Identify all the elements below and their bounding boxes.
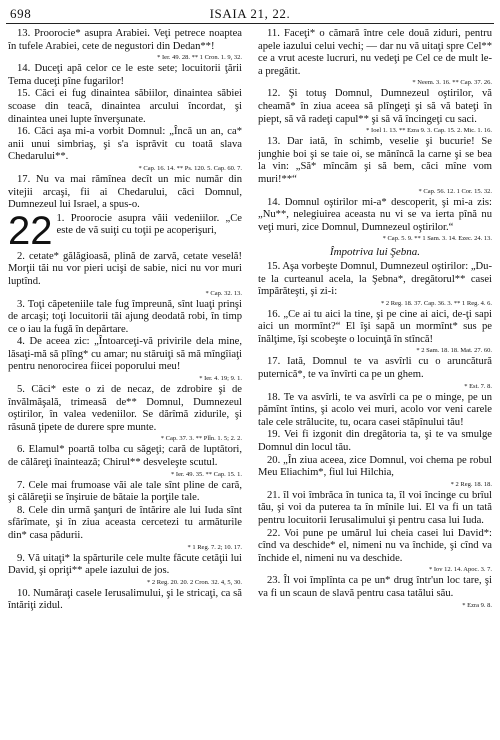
chapter-number: 22 [8, 208, 53, 253]
chapter-start [8, 208, 242, 253]
cross-reference: * Cap. 32. 13. [205, 289, 242, 297]
cross-reference: * 2 Sam. 18. 18. Mat. 27. 60. [416, 347, 492, 355]
cross-reference: * 2 Reg. 18. 18. [450, 480, 492, 488]
verse: 15. Aşa vorbeşte Domnul, Dumnezeul oştirilor: „Du-te la curteanul acela, la Şebna*, dregătorul** casei împărăteşti, şi zi-i: [258, 260, 492, 298]
section-heading: Împotriva lui Şebna. [329, 246, 421, 259]
verse: 6. Elamul* poartă tolba cu săgeţi; cară de luptători, de călăreţi înaintează; Chirul** desveleşte scutul. [8, 444, 242, 469]
cross-reference: * Cap. 37. 3. ** Plîn. 1. 5; 2. 2. [160, 435, 242, 443]
verse: 13. Proorocie* asupra Arabiei. Veţi petrece noaptea în tufele Arabiei, cete de negustori din Dedan**! [8, 28, 242, 52]
verse: 4. De aceea zic: „Întoarceţi-vă privirile dela mine, lăsaţi-mă să plîng* cu amar; nu stăruiţi să mă mîngîiaţi pentru nenorocirea fiicei poporului meu! [8, 336, 242, 373]
page-header [10, 6, 490, 24]
verse: 10. Număraţi casele Ierusalimului, şi le stricaţi, ca să întăriţi zidul. [8, 587, 242, 612]
cross-reference: * Neem. 3. 16. ** Cap. 37. 26. [412, 79, 492, 87]
cross-reference: * 1 Reg. 7. 2; 10. 17. [187, 543, 242, 551]
cross-reference: * 2 Reg. 20. 20. 2 Cron. 32. 4, 5, 30. [147, 578, 242, 586]
verse: 3. Toţi căpeteniile tale fug împreună, sînt luaţi prinşi de arcaşi; toţi locuitorii tăi ajung deodată robi, în timp ce o iau la fugă în depărtare. [8, 298, 242, 335]
cross-reference: * Cap. 16. 14. ** Ps. 120. 5. Cap. 60. 7. [138, 164, 242, 172]
cross-reference: * Ier. 49. 28. ** 1 Cron. 1. 9, 32. [157, 54, 242, 62]
verse: 15. Căci ei fug dinaintea săbiilor, dinaintea săbiei scoase din teacă, dinaintea arcului încordat, şi dinaintea unei lupte înverşunate. [8, 88, 242, 125]
right-column [258, 28, 492, 736]
header-rule [6, 23, 494, 24]
verse-text: 1. Proorocie asupra văii vedeniilor. „Ce este de vă suiţi cu toţii pe acoperişuri, [56, 212, 242, 237]
verse: 18. Te va asvîrli, te va asvîrli ca pe o minge, pe un pămînt întins, şi acolo vei muri, acolo vor veni carele tale cele strălucite, tu, ocara casei stăpînului tău! [258, 391, 492, 428]
cross-reference: * Iov 12. 14. Apoc. 3. 7. [428, 566, 492, 574]
verse: 22. Voi pune pe umărul lui cheia casei lui David*: cînd va deschide* el, nimeni nu va închide, şi cînd va închide el, nimeni nu va deschide. [258, 527, 492, 564]
page-number: 698 [10, 6, 32, 21]
cross-reference: * Cap. 56. 12. 1 Cor. 15. 32. [418, 187, 492, 195]
verse: 12. Şi totuş Domnul, Dumnezeul oştirilor, vă cheamă* în ziua aceea să plîngeţi şi să vă bateţi în piept, să vă radeţi capul** şi să vă încingeţi cu saci. [258, 88, 492, 125]
verse: 14. Duceţi apă celor ce le este sete; locuitorii ţării Tema duceţi pîne fugarilor! [8, 63, 242, 87]
cross-reference: * Ioel 1. 13. ** Ezra 9. 3. Cap. 15. 2. Mic. 1. 16. [366, 127, 492, 135]
verse: 9. Vă uitaţi* la spărturile cele multe făcute cetăţii lui David, şi opriţi** apele iazului de jos. [8, 552, 242, 577]
left-column [8, 28, 242, 736]
verse: 11. Faceţi* o cămară între cele două ziduri, pentru apele iazului celui vechi; — dar nu vă uitaţi spre Cel** ce a vrut aceste lucruri, nu vedeţi pe Cel ce de mult le-a pregătit. [258, 28, 492, 77]
verse: 16. Căci aşa mi-a vorbit Domnul: „Încă un an, ca* anii unui simbriaş, şi s'a isprăvit cu toată slava Chedarului**. [8, 126, 242, 163]
verse: 21. îl voi îmbrăca în tunica ta, îl voi încinge cu brîul tău, şi voi da puterea ta în mînile lui. El va fi un tată pentru locuitorii Ierusalimului şi pentru casa lui Iuda. [258, 489, 492, 526]
cross-reference: * Est. 7. 8. [464, 382, 492, 390]
verse: 16. „Ce ai tu aici la tine, şi pe cine ai aici, de-ţi sapi aici un mormînt?“ El îşi sapă un mormînt* sus pe înălţime, îşi scobeşte o locuinţă în stîncă! [258, 308, 492, 345]
verse: 14. Domnul oştirilor mi-a* descoperit, şi mi-a zis: „Nu**, nelegiuirea aceasta nu vi se va ierta pînă nu veţi muri, zice Domnul, Dumnezeul oştirilor.“ [258, 196, 492, 233]
cross-reference: * 2 Reg. 18. 37. Cap. 36. 3. ** 1 Reg. 4. 6. [380, 299, 492, 307]
verse: 2. cetate* gălăgioasă, plină de zarvă, cetate veselă! Morţii tăi nu vor pieri ucişi de sabie, nici nu vor muri luptînd. [8, 250, 242, 287]
cross-reference: * Ier. 4. 19; 9. 1. [199, 375, 242, 383]
cross-reference: * Ezra 9. 8. [462, 601, 492, 609]
cross-reference: * Ier. 49. 35. ** Cap. 15. 1. [171, 470, 242, 478]
verse: 17. Iată, Domnul te va asvîrli cu o aruncătură puternică*, te va învîrti ca pe un ghem. [258, 356, 492, 381]
verse: 13. Dar iată, în schimb, veselie şi bucurie! Se junghie boi şi se taie oi, se mănîncă la carne şi se bea la vin: „Să* mîncăm şi să bem, căci mîne vom muri!**“ [258, 136, 492, 185]
verse: 7. Cele mai frumoase văi ale tale sînt pline de cară, şi călăreţii se înşiruie de bătaie la porţile tale. [8, 479, 242, 504]
running-title: ISAIA 21, 22. [209, 6, 291, 21]
cross-reference: * Cap. 5. 9. ** 1 Sam. 3. 14. Ezec. 24. 13. [382, 235, 492, 243]
verse: 19. Vei fi izgonit din dregătoria ta, şi te va smulge Domnul din locul tău. [258, 429, 492, 454]
verse: 17. Nu va mai rămînea decît un mic număr din vitejii arcaşi, fii ai Chedarului, căci Domnul, Dumnezeul lui Israel, a spus-o. [8, 173, 242, 211]
verse: 20. „În ziua aceea, zice Domnul, voi chema pe robul Meu Eliachim*, fiul lui Hilchia, [258, 454, 492, 479]
verse: 23. Îl voi împlînta ca pe un* drug într'un loc tare, şi va fi un scaun de slavă pentru casa tatălui său. [258, 575, 492, 599]
verse: 5. Căci* este o zi de necaz, de zdrobire şi de învălmăşală, trimeasă de** Domnul, Dumnezeul oştirilor, în valea vedeniilor. Se dărîmă zidurile, şi răsună ţipete de durere spre munte. [8, 384, 242, 433]
verse: 8. Cele din urmă şanţuri de întărire ale lui Iuda sînt sfărîmate, şi în ziua aceasta cercetezi tu armăturile din* casa pădurii. [8, 504, 242, 541]
